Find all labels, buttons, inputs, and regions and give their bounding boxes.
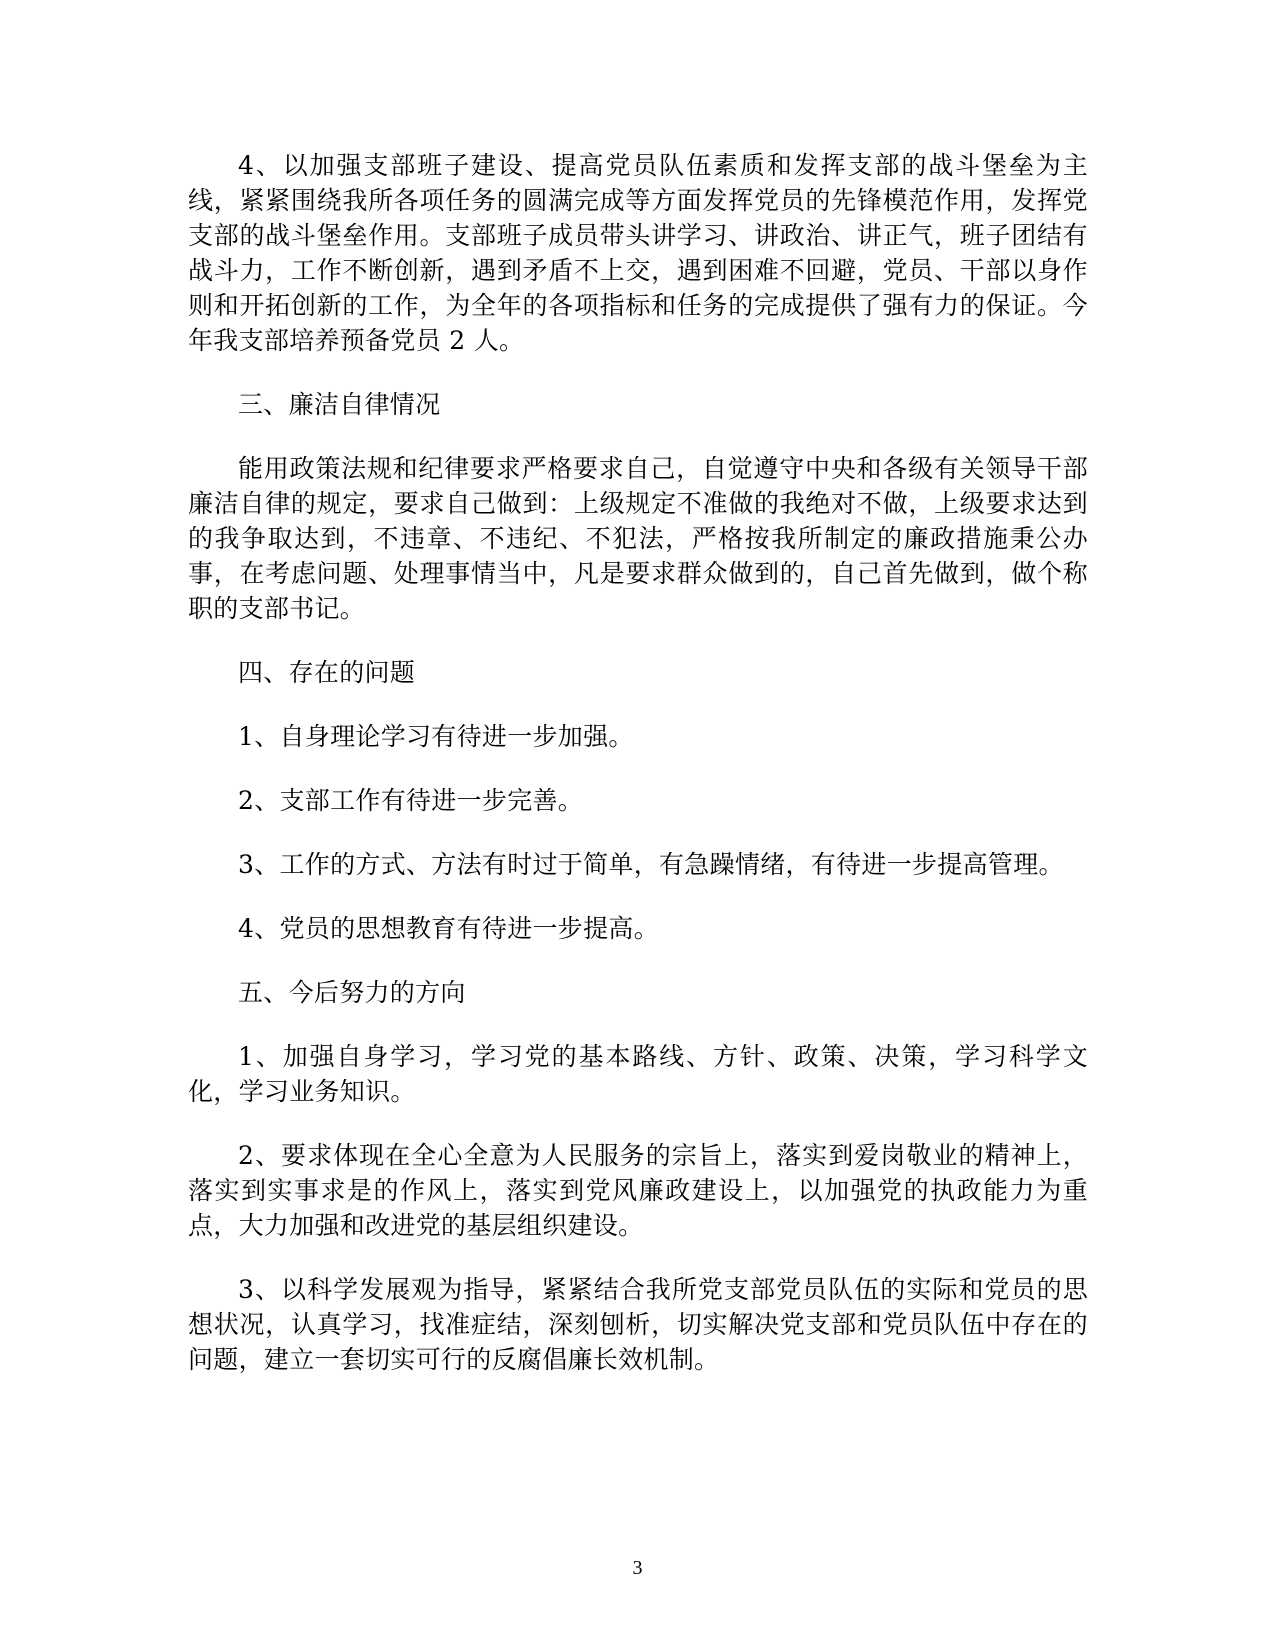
page-number: 3 [632,1557,643,1579]
list-item-problem-3: 3、工作的方式、方法有时过于简单，有急躁情绪，有待进一步提高管理。 [238,850,1064,879]
list-item-direction-1: 1、加强自身学习，学习党的基本路线、方针、政策、决策，学习科学文化，学习业务知识。 [188,1042,1088,1106]
list-item-direction-2: 2、要求体现在全心全意为人民服务的宗旨上，落实到爱岗敬业的精神上，落实到实事求是的作风上，落实到党风廉政建设上，以加强党的执政能力为重点，大力加强和改进党的基层组织建设。 [188,1141,1088,1240]
list-item-direction-3: 3、以科学发展观为指导，紧紧结合我所党支部党员队伍的实际和党员的思想状况，认真学习，找准症结，深刻刨析，切实解决党支部和党员队伍中存在的问题，建立一套切实可行的反腐倡廉长效机制。 [188,1275,1088,1374]
paragraph-integrity: 能用政策法规和纪律要求严格要求自己，自觉遵守中央和各级有关领导干部廉洁自律的规定，要求自己做到：上级规定不准做的我绝对不做，上级要求达到的我争取达到，不违章、不违纪、不犯法，严格按我所制定的廉政措施秉公办事，在考虑问题、处理事情当中，凡是要求群众做到的，自己首先做到，做个称职的支部书记。 [188,454,1088,623]
section-heading-integrity: 三、廉洁自律情况 [238,390,441,419]
document-body [188,148,1088,1406]
paragraph-party-branch-building: 4、以加强支部班子建设、提高党员队伍素质和发挥支部的战斗堡垒为主线，紧紧围绕我所各项任务的圆满完成等方面发挥党员的先锋模范作用，发挥党支部的战斗堡垒作用。支部班子成员带头讲学习、讲政治、讲正气，班子团结有战斗力，工作不断创新，遇到矛盾不上交，遇到困难不回避，党员、干部以身作则和开拓创新的工作，为全年的各项指标和任务的完成提供了强有力的保证。今年我支部培养预备党员 2 人。 [188,151,1088,355]
section-heading-problems: 四、存在的问题 [238,658,416,687]
section-heading-future-direction: 五、今后努力的方向 [238,978,466,1007]
list-item-problem-1: 1、自身理论学习有待进一步加强。 [238,722,634,751]
list-item-problem-2: 2、支部工作有待进一步完善。 [238,786,584,815]
list-item-problem-4: 4、党员的思想教育有待进一步提高。 [238,914,660,943]
